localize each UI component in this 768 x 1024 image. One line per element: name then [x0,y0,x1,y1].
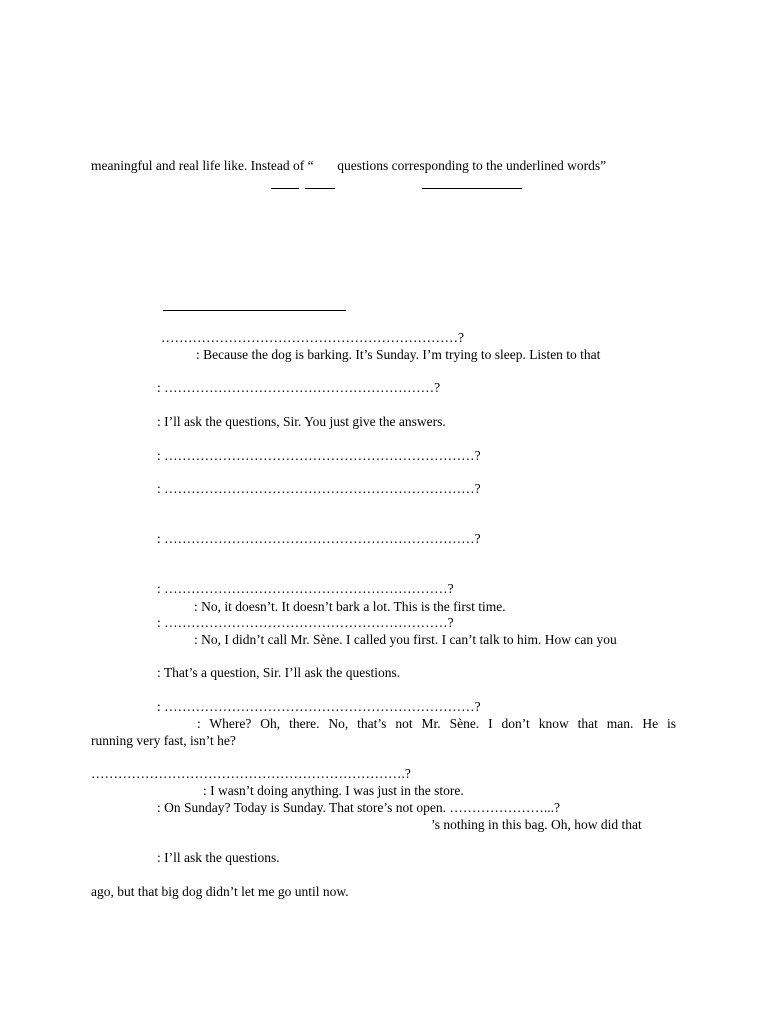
blank-underline-1 [271,188,299,189]
answer-6: : No, it doesn’t. It doesn’t bark a lot. This is the first time. [194,599,506,614]
intro-line: meaningful and real life like. Instead of “ questions corresponding to the underlined words” [91,158,607,173]
question-blank-3: : ……………………………………………………………? [157,448,481,463]
answer-10: : I wasn’t doing anything. I was just in the store. [203,783,464,798]
answer-12: : I’ll ask the questions. [157,850,280,865]
answer-9-line-1: : Where? Oh, there. No, that’s not Mr. Sène. I don’t know that man. He is [197,716,676,731]
answer-9-line-2: running very fast, isn’t he? [91,733,236,748]
question-blank-6: : ………………………………………………………? [157,581,454,596]
blank-underline-3 [422,188,522,189]
answer-1: : Because the dog is barking. It’s Sunday. I’m trying to sleep. Listen to that [196,347,601,362]
answer-7: : No, I didn’t call Mr. Sène. I called you first. I can’t talk to him. How can you [194,632,617,647]
section-heading-underline [163,310,346,311]
question-blank-1: …………………………………………………………? [161,330,464,345]
question-blank-7: : ………………………………………………………? [157,615,454,630]
question-blank-9: : ……………………………………………………………? [157,699,481,714]
question-11: : On Sunday? Today is Sunday. That store’s not open. …………………...? [157,800,561,815]
question-blank-10: …………………………………………………………….? [91,766,411,781]
question-blank-2: : ……………………………………………………? [157,380,441,395]
blank-underline-2 [305,188,335,189]
question-blank-4: : ……………………………………………………………? [157,481,481,496]
answer-8: : That’s a question, Sir. I’ll ask the questions. [157,665,401,680]
answer-2: : I’ll ask the questions, Sir. You just give the answers. [157,414,446,429]
closing-line: ago, but that big dog didn’t let me go until now. [91,884,349,899]
answer-11: ’s nothing in this bag. Oh, how did that [431,817,642,832]
question-blank-5: : ……………………………………………………………? [157,531,481,546]
